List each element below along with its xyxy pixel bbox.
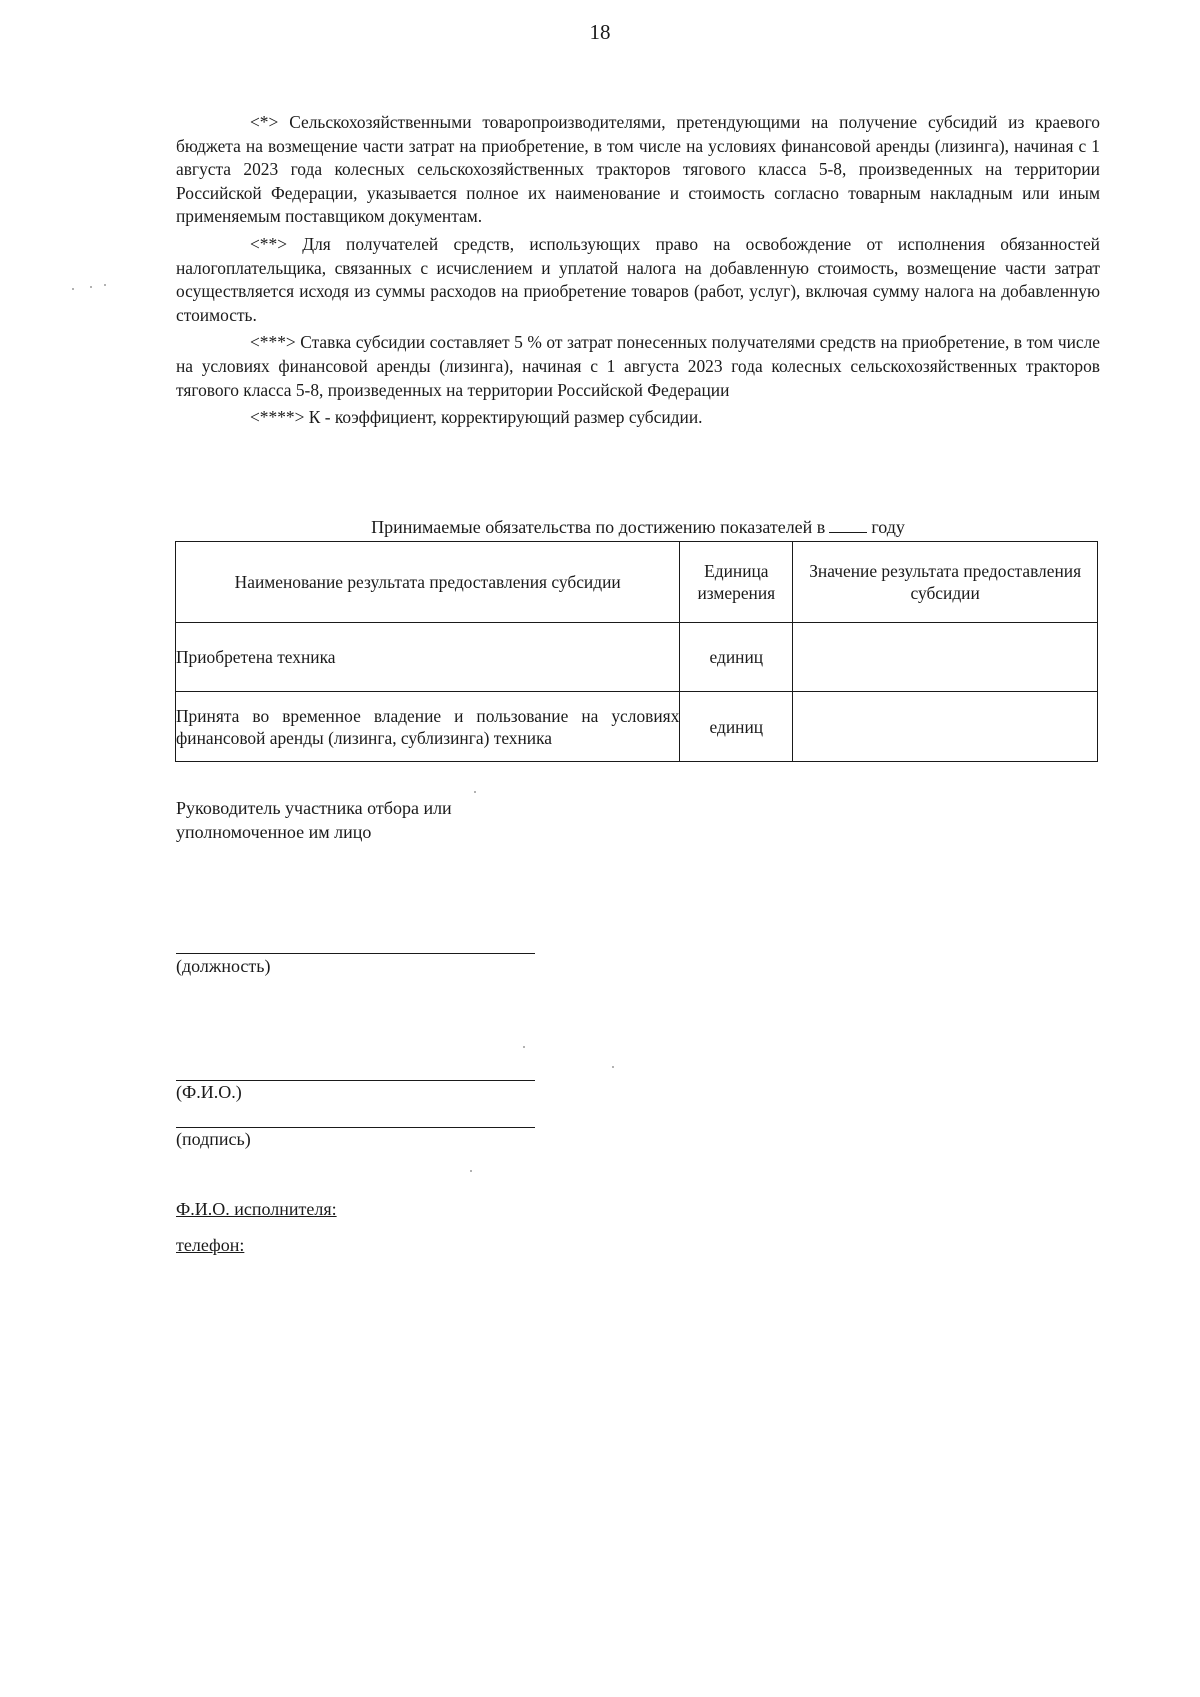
signatory-line-1: Руководитель участника отбора или — [176, 798, 452, 818]
signature-line[interactable] — [176, 1127, 535, 1128]
full-name-caption: (Ф.И.О.) — [176, 1082, 242, 1102]
header-unit: Единица измерения — [680, 542, 793, 623]
scan-speck — [72, 288, 74, 290]
table-caption-year-word: году — [871, 517, 905, 537]
executor-phone-label: телефон: — [176, 1235, 245, 1255]
full-name-signature-line[interactable] — [176, 1080, 535, 1081]
scan-speck — [523, 1046, 525, 1048]
scan-speck — [104, 284, 106, 286]
table-row — [176, 692, 1098, 762]
row-name-cell: Принята во временное владение и пользование на условиях финансовой аренды (лизинга, сублизинга) техника — [176, 692, 680, 762]
scan-speck — [474, 791, 476, 793]
signatory-line-2: уполномоченное им лицо — [176, 822, 372, 842]
header-value: Значение результата предоставления субсидии — [793, 542, 1098, 623]
signatory-label — [176, 796, 452, 844]
executor-name-label: Ф.И.О. исполнителя: — [176, 1199, 337, 1219]
header-name: Наименование результата предоставления субсидии — [176, 542, 680, 623]
footnote-3: <***> Ставка субсидии составляет 5 % от затрат понесенных получателями средств на приобретение, в том числе на условиях финансовой аренды (лизинга), начиная с 1 августа 2023 года колесных сельскохозяйственных тракторов тягового класса 5-8, произведенных на территории Российской Федерации — [176, 332, 1100, 400]
page-number: 18 — [589, 20, 611, 44]
footnote-2: <**> Для получателей средств, использующих право на освобождение от исполнения обязанностей налогоплательщика, связанных с исчислением и уплатой налога на добавленную стоимость, возмещение части затрат осуществляется исходя из суммы расходов на приобретение товаров (работ, услуг), включая сумму налога на добавленную стоимость. — [176, 233, 1100, 325]
row-value-cell[interactable] — [793, 692, 1098, 762]
row-value-cell[interactable] — [793, 623, 1098, 692]
table-caption-text: Принимаемые обязательства по достижению показателей в — [371, 517, 826, 537]
row-unit-cell: единиц — [680, 692, 793, 762]
position-signature-line[interactable] — [176, 953, 535, 954]
row-name-cell: Приобретена техника — [176, 623, 680, 692]
position-caption: (должность) — [176, 956, 271, 976]
scan-speck — [90, 286, 92, 288]
footnote-4: <****> К - коэффициент, корректирующий размер субсидии. — [250, 407, 703, 428]
footnote-1: <*> Сельскохозяйственными товаропроизводителями, претендующими на получение субсидий из краевого бюджета на возмещение части затрат на приобретение, в том числе на условиях финансовой аренды (лизинга), начиная с 1 августа 2023 года колесных сельскохозяйственных тракторов тягового класса 5-8, произведенных на территории Российской Федерации, указывается полное их наименование и стоимость согласно товарным накладным или иным применяемым поставщиком документам. — [176, 112, 1100, 227]
table-header-row — [176, 542, 1098, 623]
scan-speck — [612, 1066, 614, 1068]
table-caption — [176, 517, 1100, 538]
year-blank — [829, 518, 867, 533]
footnotes — [176, 111, 1100, 430]
results-table — [175, 541, 1098, 762]
scan-speck — [470, 1170, 472, 1172]
table-row — [176, 623, 1098, 692]
signature-caption: (подпись) — [176, 1129, 251, 1149]
row-unit-cell: единиц — [680, 623, 793, 692]
